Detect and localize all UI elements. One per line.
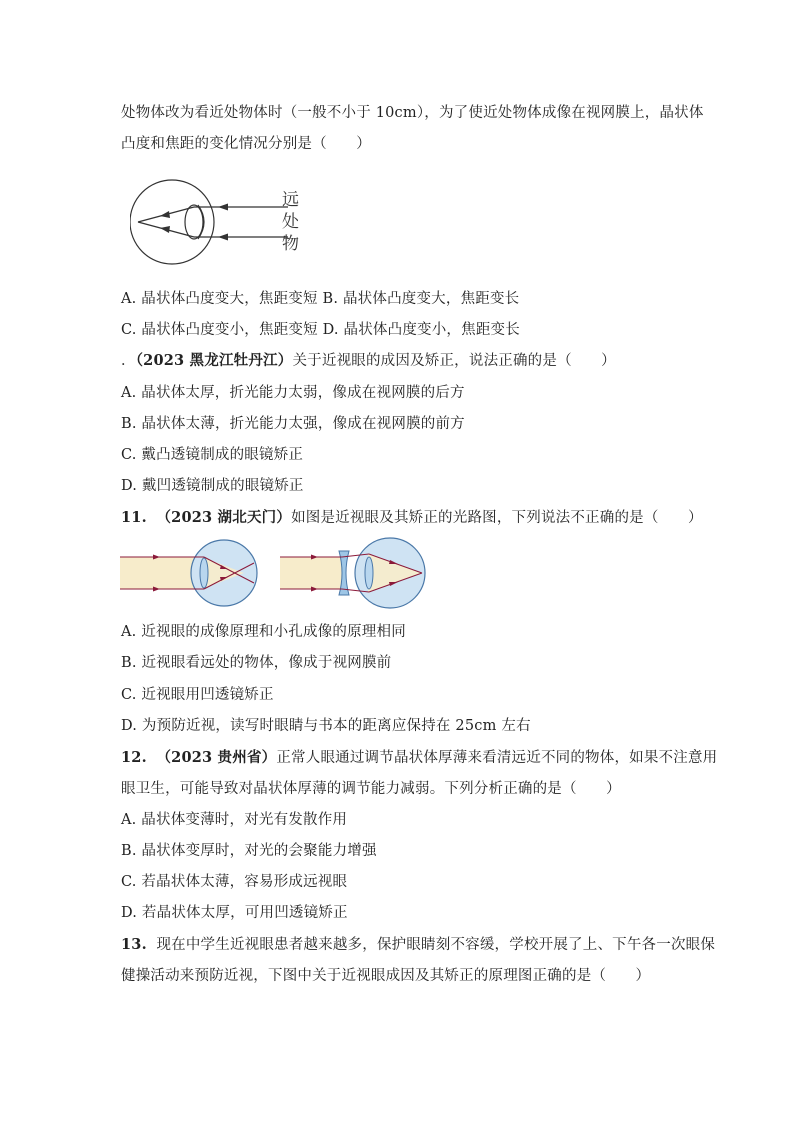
option-line: A. 晶状体太厚，折光能力太弱，像成在视网膜的后方 xyxy=(121,385,465,401)
question-number: 13. xyxy=(121,936,147,953)
arrow-head xyxy=(218,234,228,241)
question-13-stem xyxy=(121,935,716,955)
arrow-head xyxy=(160,226,170,233)
option-line: C. 晶状体凸度变小，焦距变短 D. 晶状体凸度变小，焦距变长 xyxy=(121,322,520,338)
option-line: D. 为预防近视，读写时眼睛与书本的距离应保持在 25cm 左右 xyxy=(121,718,531,734)
question-stem: 现在中学生近视眼患者越来越多，保护眼睛刻不容缓，学校开展了上、下午各一次眼保 xyxy=(156,937,716,953)
option-line: D. 戴凹透镜制成的眼镜矫正 xyxy=(121,478,304,494)
arrow-head xyxy=(218,204,228,211)
option-line: A. 近视眼的成像原理和小孔成像的原理相同 xyxy=(121,624,406,640)
light-beam xyxy=(120,557,202,589)
light-beam xyxy=(280,555,346,591)
question-source: （2023 黑龙江牡丹江） xyxy=(135,352,293,369)
question-stem: 正常人眼通过调节晶状体厚薄来看清远近不同的物体，如果不注意用 xyxy=(276,750,718,766)
question-12-stem xyxy=(121,748,718,768)
figure-label: 远 xyxy=(282,190,299,210)
option-line: A. 晶状体变薄时，对光有发散作用 xyxy=(121,812,348,828)
question-source: （2023 贵州省） xyxy=(156,749,277,766)
question-number: 12. xyxy=(121,749,147,766)
question-prefix: ． xyxy=(121,353,136,369)
option-line: C. 近视眼用凹透镜矫正 xyxy=(121,687,274,703)
option-line: B. 晶状体太薄，折光能力太强，像成在视网膜的前方 xyxy=(121,416,465,432)
question-stem: 关于近视眼的成因及矫正，说法正确的是（ ） xyxy=(292,353,616,369)
option-line: A. 晶状体凸度变大，焦距变短 B. 晶状体凸度变大，焦距变长 xyxy=(121,291,520,307)
question-10-stem xyxy=(121,351,681,371)
option-line: B. 近视眼看远处的物体，像成于视网膜前 xyxy=(121,655,392,671)
option-line: C. 若晶状体太薄，容易形成远视眼 xyxy=(121,874,348,890)
lens xyxy=(365,557,373,589)
myopia-correction-figure xyxy=(120,537,430,611)
lens-shape xyxy=(185,205,203,239)
question-text-line: 处物体改为看近处物体时（一般不小于 10cm），为了使近处物体成像在视网膜上，晶状体 xyxy=(121,105,704,121)
figure-label: 物 xyxy=(282,234,299,254)
lens xyxy=(200,558,208,588)
option-line: C. 戴凸透镜制成的眼镜矫正 xyxy=(121,447,304,463)
question-number: 11. xyxy=(121,509,147,526)
question-text-line: 健操活动来预防近视，下图中关于近视眼成因及其矫正的原理图正确的是（ ） xyxy=(121,968,651,984)
question-11-stem xyxy=(121,508,703,528)
question-text-line: 眼卫生，可能导致对晶状体厚薄的调节能力减弱。下列分析正确的是（ ） xyxy=(121,781,621,797)
figure-label: 处 xyxy=(282,212,299,232)
eyeball-outline xyxy=(130,180,214,264)
question-text-line: 凸度和焦距的变化情况分别是（ ） xyxy=(121,136,371,152)
option-line: D. 若晶状体太厚，可用凹透镜矫正 xyxy=(121,905,348,921)
question-stem: 如图是近视眼及其矫正的光路图，下列说法不正确的是（ ） xyxy=(291,510,703,526)
arrow-head xyxy=(160,211,170,218)
eye-accommodation-figure xyxy=(130,175,310,270)
question-source: （2023 湖北天门） xyxy=(156,509,292,526)
option-line: B. 晶状体变厚时，对光的会聚能力增强 xyxy=(121,843,377,859)
